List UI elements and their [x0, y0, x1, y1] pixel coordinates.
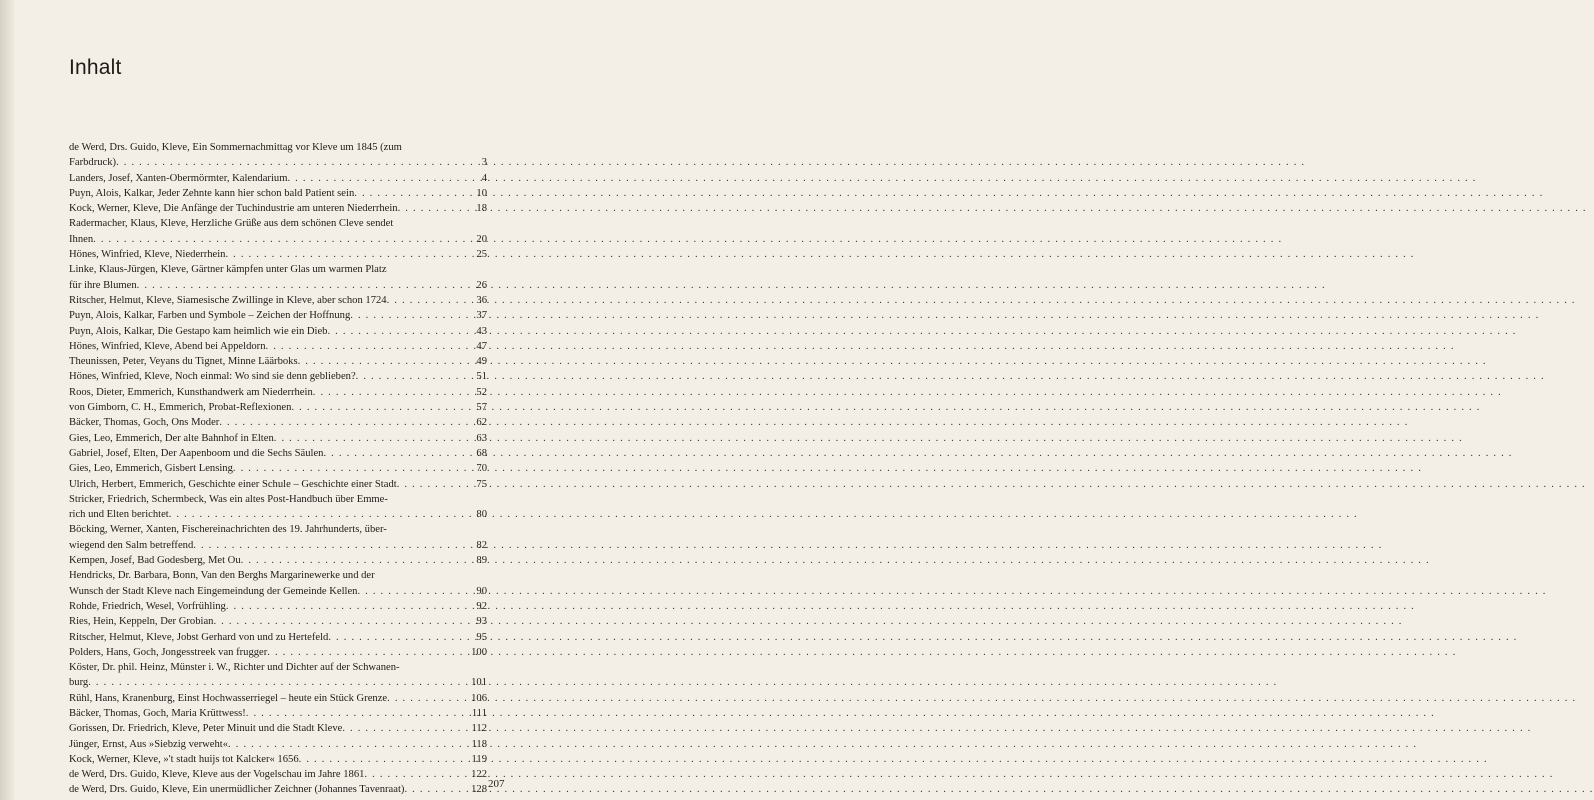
toc-page-number: 112: [471, 723, 487, 735]
toc-entry-text: Kock, Werner, Kleve, Die Anfänge der Tuchindustrie am unteren Niederrhein: [69, 203, 398, 215]
toc-entry-line: [69, 584, 487, 599]
toc-entry-line: [69, 721, 487, 736]
toc-entry-text: Gies, Leo, Emmerich, Gisbert Lensing: [69, 463, 233, 475]
toc-entry-text: Hendricks, Dr. Barbara, Bonn, Van den Berghs Margarinewerke und der: [69, 570, 375, 582]
toc-entry-text: Hönes, Winfried, Kleve, Abend bei Appeldorn: [69, 340, 266, 352]
toc-entry-text: Jünger, Ernst, Aus »Siebzig verweht«: [69, 738, 229, 750]
toc-page-number: 100: [471, 646, 487, 658]
toc-entry-text: Roos, Dieter, Emmerich, Kunsthandwerk am Niederrhein: [69, 386, 313, 398]
toc-entry: [69, 385, 487, 400]
toc-entry-line: [69, 691, 487, 706]
dot-leader: [404, 782, 465, 797]
toc-entry-line: [69, 385, 487, 400]
toc-page-number: 20: [476, 233, 487, 245]
toc-entry-line: [69, 538, 487, 553]
toc-entry-text: burg: [69, 677, 89, 689]
toc-entry-line: [69, 431, 487, 446]
toc-entry: [69, 247, 487, 262]
toc-entry: [69, 492, 487, 523]
toc-entry-line: [69, 507, 487, 522]
toc-entry-text: Wunsch der Stadt Kleve nach Eingemeindung der Gemeinde Kellen: [69, 585, 358, 597]
dot-leader: [364, 767, 465, 782]
toc-page-number: 111: [471, 707, 487, 719]
toc-entry-line: [69, 614, 487, 629]
dot-leader: [356, 369, 465, 384]
toc-page-number: 68: [476, 447, 487, 459]
dot-leader: [398, 201, 465, 216]
toc-entry-line: [69, 706, 487, 721]
toc-entry-text: Puyn, Alois, Kalkar, Die Gestapo kam heimlich wie ein Dieb: [69, 325, 328, 337]
toc-entry-line: [69, 782, 487, 797]
toc-page-number: 119: [471, 753, 487, 765]
toc-entry: [69, 660, 487, 691]
toc-entry-line: [69, 247, 487, 262]
toc-page-number: 49: [476, 356, 487, 368]
toc-entry: [69, 614, 487, 629]
toc-page-number: 36: [476, 294, 487, 306]
toc-entry-line: [69, 155, 487, 170]
toc-entry-text: Stricker, Friedrich, Schermbeck, Was ein altes Post-Handbuch über Emme-: [69, 493, 388, 505]
dot-leader: [397, 477, 465, 492]
toc-entry-line: [69, 415, 487, 430]
toc-page-number: 25: [476, 249, 487, 261]
toc-page-number: 10: [476, 187, 487, 199]
toc-entry-text: Hönes, Winfried, Kleve, Noch einmal: Wo sind sie denn geblieben?: [69, 371, 356, 383]
toc-entry-line: [69, 171, 487, 186]
toc-page-number: 43: [476, 325, 487, 337]
toc-entry-text: Bäcker, Thomas, Goch, Ons Moder: [69, 417, 220, 429]
toc-page-number: 106: [471, 692, 487, 704]
toc-entry-line: [69, 186, 487, 201]
toc-entry-text: Bäcker, Thomas, Goch, Maria Krüttwess!: [69, 707, 246, 719]
toc-entry: [69, 737, 487, 752]
dot-leader: [233, 461, 465, 476]
toc-entry-text: Ritscher, Helmut, Kleve, Siamesische Zwillinge in Kleve, aber schon 1724: [69, 294, 387, 306]
toc-entry-text: Puyn, Alois, Kalkar, Farben und Symbole – Zeichen der Hoffnung: [69, 310, 351, 322]
toc-page-number: 128: [471, 784, 487, 796]
toc-entry-line: [69, 232, 487, 247]
toc-entry-text: wiegend den Salm betreffend: [69, 539, 194, 551]
toc-entry-line: [69, 324, 487, 339]
dot-leader: [387, 293, 465, 308]
toc-page-number: 89: [476, 555, 487, 567]
dot-leader: [342, 721, 465, 736]
dot-leader: [228, 737, 465, 752]
dot-leader: [298, 354, 465, 369]
toc-page-number: 62: [476, 417, 487, 429]
dot-leader: [116, 155, 465, 170]
toc-entry-text: Kempen, Josef, Bad Godesberg, Met Ou: [69, 555, 241, 567]
toc-entry-text: von Gimborn, C. H., Emmerich, Probat-Reflexionen: [69, 402, 292, 414]
toc-entry-text: Linke, Klaus-Jürgen, Kleve, Gärtner kämpfen unter Glas um warmen Platz: [69, 264, 387, 276]
dot-leader: [241, 553, 465, 568]
toc-entry: [69, 415, 487, 430]
toc-entry-text: Böcking, Werner, Xanten, Fischereinachrichten des 19. Jahrhunderts, über-: [69, 524, 387, 536]
toc-page-number: 75: [476, 478, 487, 490]
dot-leader: [287, 171, 465, 186]
toc-page-number: 70: [476, 463, 487, 475]
toc-entry-line: [69, 339, 487, 354]
toc-entry-text: Kock, Werner, Kleve, »'t stadt huijs tot Kalcker« 1656: [69, 753, 299, 765]
dot-leader: [357, 584, 465, 599]
toc-entry-line: [69, 477, 487, 492]
toc-entry: [69, 354, 487, 369]
toc-entry-text: Ihnen: [69, 233, 94, 245]
toc-entry-line: [69, 446, 487, 461]
toc-entry: [69, 339, 487, 354]
toc-page-number: 118: [471, 738, 487, 750]
toc-entry-line: [69, 308, 487, 323]
toc-page-number: 92: [476, 600, 487, 612]
toc-page-number: 63: [476, 432, 487, 444]
toc-entry: [69, 293, 487, 308]
toc-entry-line: [69, 737, 487, 752]
toc-entry-line: [69, 293, 487, 308]
toc-page-number: 26: [476, 279, 487, 291]
toc-entry: [69, 201, 487, 216]
toc-entry: [69, 262, 487, 293]
toc-entry-text: Radermacher, Klaus, Kleve, Herzliche Grüße aus dem schönen Cleve sendet: [69, 218, 394, 230]
toc-page-number: 80: [476, 509, 487, 521]
toc-entry-line: [69, 461, 487, 476]
dot-leader: [88, 675, 465, 690]
dot-leader: [323, 446, 465, 461]
toc-entry: [69, 553, 487, 568]
toc-page-number: 4: [481, 172, 487, 184]
toc-entry-text: Landers, Josef, Xanten-Obermörmter, Kalendarium: [69, 172, 288, 184]
toc-entry: [69, 369, 487, 384]
toc-entry: [69, 477, 487, 492]
toc-entry-line: [69, 645, 487, 660]
toc-entry-text: rich und Elten berichtet: [69, 509, 169, 521]
toc-entry: [69, 171, 487, 186]
toc-page-number: 3: [481, 157, 487, 169]
toc-entry-text: Ulrich, Herbert, Emmerich, Geschichte einer Schule – Geschichte einer Stadt: [69, 478, 397, 490]
toc-entry-text: Köster, Dr. phil. Heinz, Münster i. W., Richter und Dichter auf der Schwanen-: [69, 662, 400, 674]
dot-leader: [387, 691, 465, 706]
toc-entry: [69, 431, 487, 446]
dot-leader: [328, 630, 465, 645]
toc-page-number: 95: [476, 631, 487, 643]
toc-entry-line: [69, 630, 487, 645]
toc-entry-text: Puyn, Alois, Kalkar, Jeder Zehnte kann hier schon bald Patient sein: [69, 187, 355, 199]
toc-entry-line: [69, 201, 487, 216]
dot-leader: [137, 278, 465, 293]
dot-leader: [291, 400, 465, 415]
toc-entry: [69, 645, 487, 660]
toc-entry-text: Gabriel, Josef, Elten, Der Aapenboom und die Sechs Säulen: [69, 447, 324, 459]
toc-entry: [69, 691, 487, 706]
toc-entry: [69, 140, 487, 171]
dot-leader: [219, 415, 465, 430]
dot-leader: [226, 599, 465, 614]
toc-entry-text: Gies, Leo, Emmerich, Der alte Bahnhof in Elten: [69, 432, 274, 444]
toc-entry: [69, 706, 487, 721]
toc-entry: [69, 630, 487, 645]
toc-entry: [69, 568, 487, 599]
toc-entry-line: [69, 767, 487, 782]
dot-leader: [267, 645, 465, 660]
toc-entry: [69, 446, 487, 461]
toc-page-number: 122: [471, 769, 487, 781]
toc-entry: [69, 599, 487, 614]
toc-page-number: 18: [476, 203, 487, 215]
dot-leader: [274, 431, 465, 446]
toc-entry-text: Theunissen, Peter, Veyans du Tignet, Minne Läärboks: [69, 356, 298, 368]
page-title: Inhalt: [69, 56, 122, 79]
toc-entry-line: [69, 278, 487, 293]
toc-entry-line: [69, 675, 487, 690]
toc-entry-line: [69, 369, 487, 384]
toc-entry: [69, 522, 487, 553]
toc-entry-text: Farbdruck): [69, 157, 117, 169]
toc-entry-text: Rühl, Hans, Kranenburg, Einst Hochwasserriegel – heute ein Stück Grenze: [69, 692, 388, 704]
page-number-folio: 207: [488, 778, 505, 790]
toc-entry-text: Ries, Hein, Keppeln, Der Grobian: [69, 616, 214, 628]
dot-leader: [213, 614, 465, 629]
dot-leader: [313, 385, 465, 400]
toc-entry-text: Hönes, Winfried, Kleve, Niederrhein: [69, 249, 226, 261]
dot-leader: [225, 247, 465, 262]
toc-entry-line: [69, 400, 487, 415]
toc-entry: [69, 400, 487, 415]
toc-entry-text: Ritscher, Helmut, Kleve, Jobst Gerhard von und zu Hertefeld: [69, 631, 329, 643]
toc-entry: [69, 461, 487, 476]
toc-page-number: 52: [476, 386, 487, 398]
toc-page-number: 37: [476, 310, 487, 322]
dot-leader: [266, 339, 466, 354]
dot-leader: [350, 308, 465, 323]
table-of-contents: [69, 140, 487, 798]
toc-entry-text: de Werd, Drs. Guido, Kleve, Kleve aus der Vogelschau im Jahre 1861: [69, 769, 365, 781]
dot-leader: [93, 232, 465, 247]
toc-page-number: 57: [476, 402, 487, 414]
toc-entry-text: für ihre Blumen: [69, 279, 137, 291]
dot-leader: [354, 186, 465, 201]
toc-entry: [69, 752, 487, 767]
toc-entry-text: Rohde, Friedrich, Wesel, Vorfrühling: [69, 600, 226, 612]
toc-entry: [69, 186, 487, 201]
page-edge-shadow: [0, 0, 14, 800]
dot-leader: [193, 538, 465, 553]
toc-entry: [69, 767, 487, 782]
toc-entry-text: Polders, Hans, Goch, Jongesstreek van frugger: [69, 646, 268, 658]
toc-page-number: 47: [476, 340, 487, 352]
dot-leader: [327, 324, 465, 339]
toc-entry: [69, 216, 487, 247]
toc-entry: [69, 721, 487, 736]
toc-entry-text: de Werd, Drs. Guido, Kleve, Ein unermüdlicher Zeichner (Johannes Tavenraat): [69, 784, 405, 796]
toc-entry-line: [69, 553, 487, 568]
toc-page-number: 82: [476, 539, 487, 551]
toc-entry-line: [69, 354, 487, 369]
toc-page-number: 101: [471, 677, 487, 689]
dot-leader: [246, 706, 465, 721]
toc-page-number: 90: [476, 585, 487, 597]
dot-leader: [169, 507, 465, 522]
toc-entry: [69, 324, 487, 339]
toc-entry: [69, 782, 487, 797]
toc-entry-line: [69, 599, 487, 614]
toc-entry: [69, 308, 487, 323]
toc-entry-text: Gorissen, Dr. Friedrich, Kleve, Peter Minuit und die Stadt Kleve: [69, 723, 343, 735]
toc-entry-line: [69, 752, 487, 767]
dot-leader: [299, 752, 465, 767]
toc-page-number: 51: [476, 371, 487, 383]
toc-page-number: 93: [476, 616, 487, 628]
toc-entry-text: de Werd, Drs. Guido, Kleve, Ein Sommernachmittag vor Kleve um 1845 (zum: [69, 142, 402, 153]
